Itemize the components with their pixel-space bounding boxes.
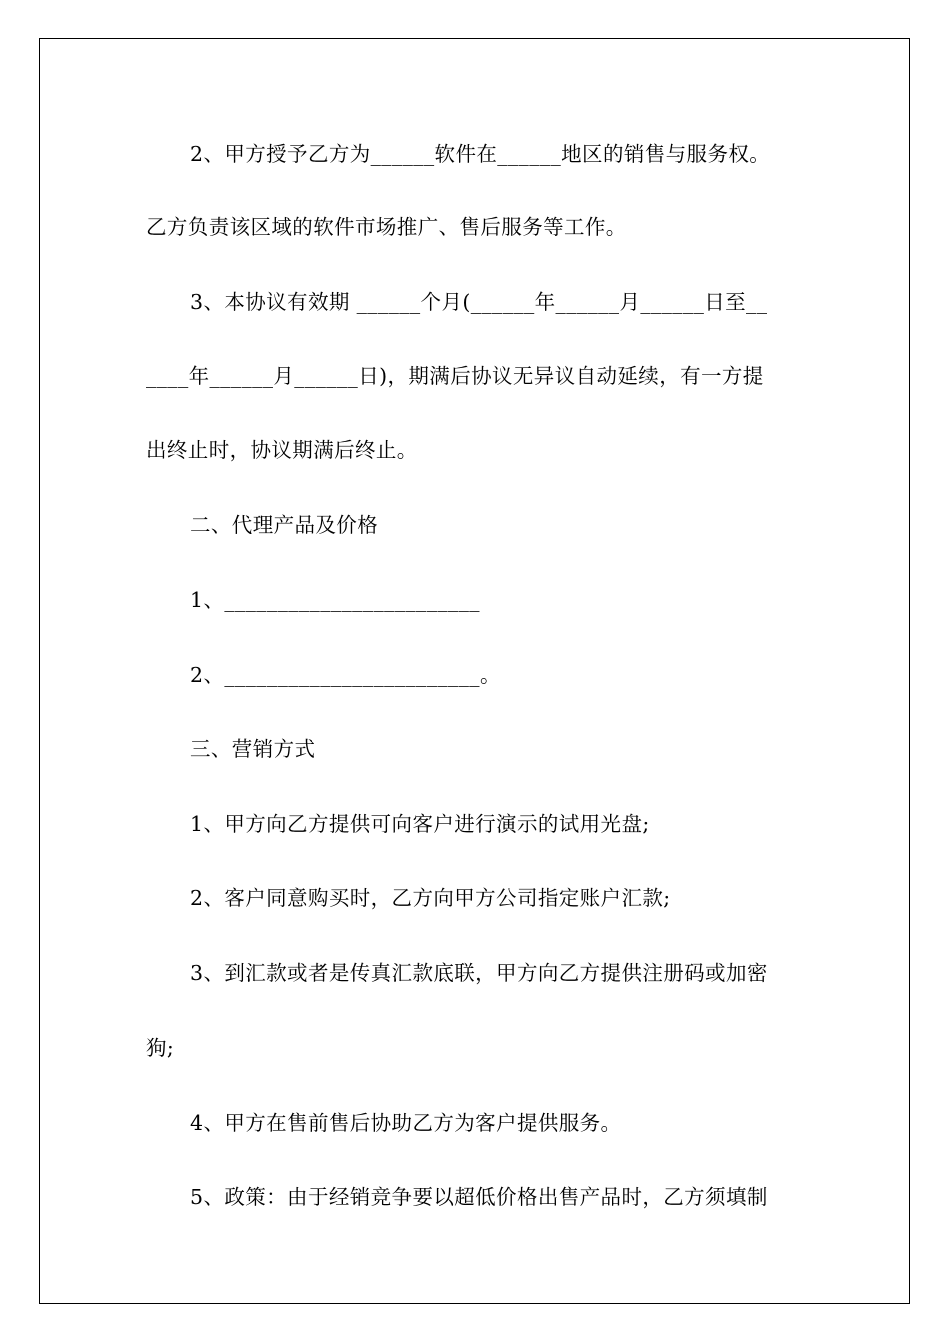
marketing-item-2: 2、客户同意购买时，乙方向甲方公司指定账户汇款; — [190, 886, 671, 910]
marketing-item-3-line-2: 狗; — [146, 1036, 175, 1060]
marketing-item-4: 4、甲方在售前售后协助乙方为客户提供服务。 — [190, 1111, 622, 1135]
product-item-2: 2、________________________。 — [190, 663, 501, 687]
clause-2-line-2: 乙方负责该区域的软件市场推广、售后服务等工作。 — [146, 215, 627, 239]
product-item-1: 1、________________________ — [190, 588, 480, 612]
clause-3-line-3: 出终止时，协议期满后终止。 — [146, 438, 418, 462]
clause-3-line-1: 3、本协议有效期 ______个月(______年______月______日至__ — [190, 290, 768, 314]
clause-3-line-2: ____年______月______日)，期满后协议无异议自动延续，有一方提 — [146, 364, 764, 388]
marketing-item-5-line-1: 5、政策：由于经销竞争要以超低价格出售产品时，乙方须填制 — [190, 1185, 768, 1209]
section-3-heading: 三、营销方式 — [190, 737, 316, 761]
section-2-heading: 二、代理产品及价格 — [190, 513, 379, 537]
marketing-item-1: 1、甲方向乙方提供可向客户进行演示的试用光盘; — [190, 812, 650, 836]
clause-2-line-1: 2、甲方授予乙方为______软件在______地区的销售与服务权。 — [190, 142, 771, 166]
marketing-item-3-line-1: 3、到汇款或者是传真汇款底联，甲方向乙方提供注册码或加密 — [190, 961, 768, 985]
